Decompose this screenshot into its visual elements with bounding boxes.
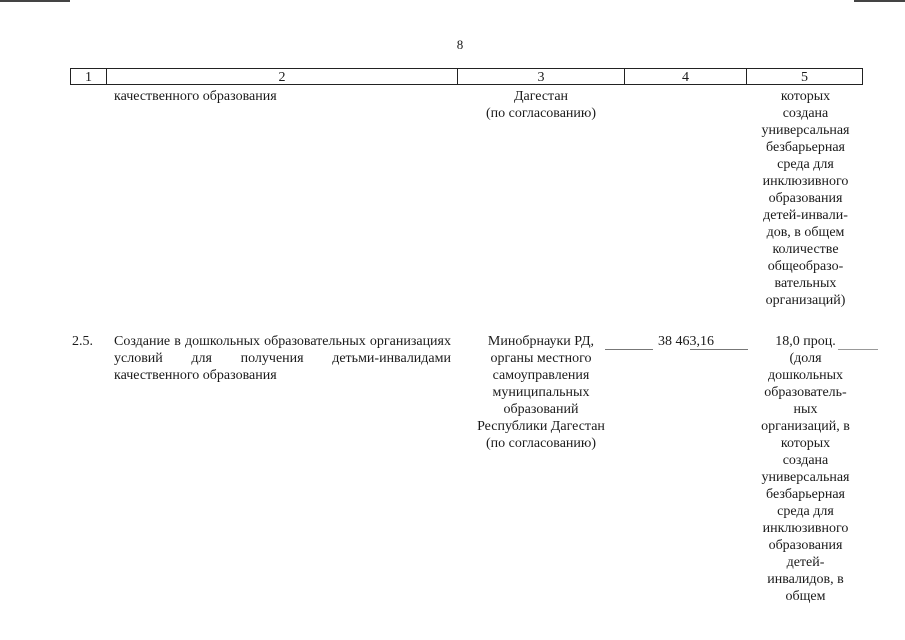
continuation-col2: качественного образования bbox=[114, 89, 277, 104]
row-executor: Минобрнауки РД, органы местного самоуправления муниципальных образований Республики Дагестан (по согласованию) bbox=[477, 334, 605, 451]
row-title: Создание в дошкольных образовательных организациях условий для получения детьми-инвалидами качественного образования bbox=[114, 334, 451, 383]
row-indicator-description: (доля дошкольных образователь- ных организаций, в которых создана универсальная безбарьерная среда для инклюзивного образования детей- инвалидов, в общем bbox=[761, 351, 850, 604]
row-rule-col3 bbox=[605, 349, 653, 350]
header-col-3: 3 bbox=[457, 68, 624, 85]
row-indicator-value: 18,0 проц. bbox=[775, 334, 836, 349]
scan-edge-mark-left bbox=[0, 0, 70, 2]
header-col-5: 5 bbox=[746, 68, 863, 85]
continuation-col3: Дагестан (по согласованию) bbox=[485, 89, 597, 121]
header-col-1: 1 bbox=[70, 68, 106, 85]
continuation-col5: которых создана универсальная безбарьерная среда для инклюзивного образования детей-инвали- дов, в общем количестве общеобразо- вательных организаций) bbox=[761, 89, 850, 308]
row-number: 2.5. bbox=[72, 334, 93, 349]
row-rule-col4 bbox=[690, 349, 748, 350]
scan-edge-mark-right bbox=[854, 0, 905, 2]
row-amount: 38 463,16 bbox=[658, 334, 714, 349]
row-rule-col5 bbox=[838, 349, 878, 350]
header-col-4: 4 bbox=[624, 68, 746, 85]
page-number: 8 bbox=[456, 37, 464, 52]
header-col-2: 2 bbox=[106, 68, 457, 85]
